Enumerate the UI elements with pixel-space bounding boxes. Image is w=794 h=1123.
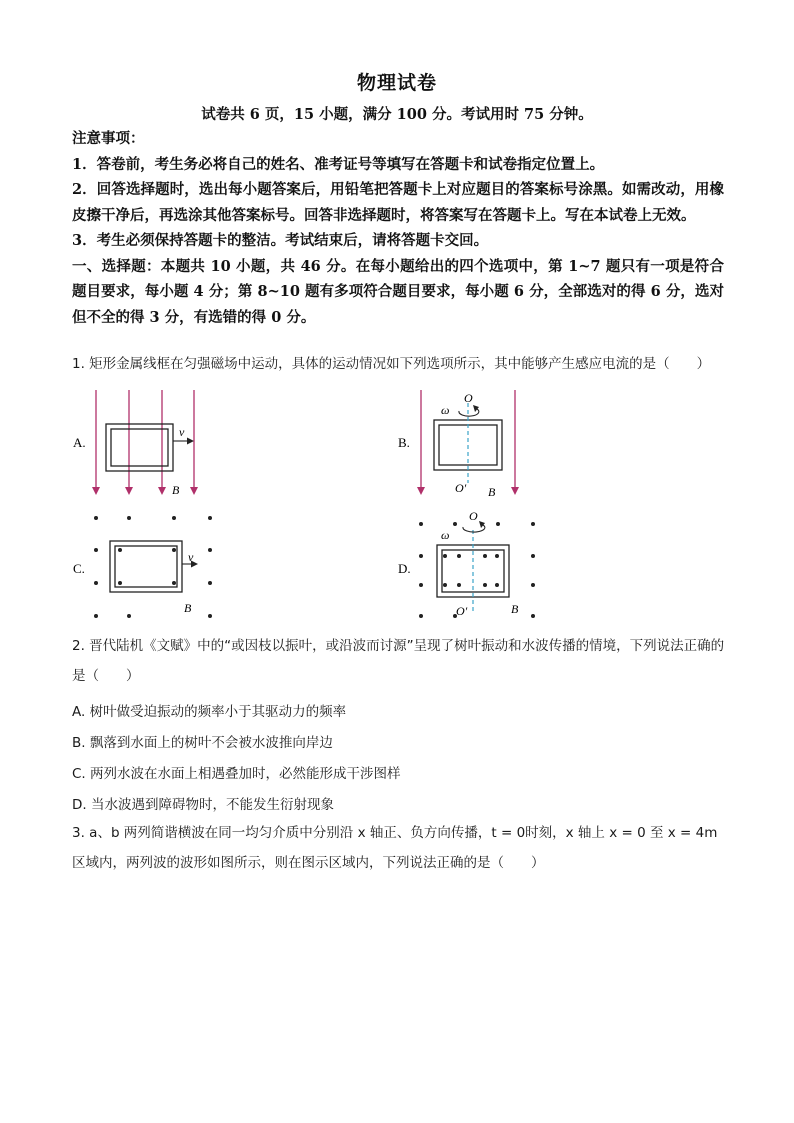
- option-d-label: D.: [398, 561, 411, 576]
- q2-option-b: B. 飘落到水面上的树叶不会被水波推向岸边: [72, 735, 333, 751]
- option-b-label: B.: [398, 435, 410, 450]
- section-header: 一、选择题：本题共 10 小题，共 46 分。在每小题给出的四个选项中，第 1~7 题只有一项是符合题目要求，每小题 4 分；第 8~10 题有多项符合题目要求，每小题 6 分，全部选对的得 6 分，选对但不全的得 3 分，有选错的得 0 分。: [72, 257, 724, 326]
- figure-a: [68, 385, 228, 500]
- question-3-stem: 3. a、b 两列简谐横波在同一均匀介质中分别沿 x 轴正、负方向传播，t = 0时刻，x 轴上 x = 0 至 x = 4m 区域内，两列波的波形如图所示，则在图示区域内，下列说法正确的是（ ）: [72, 825, 718, 871]
- q2-option-a: A. 树叶做受迫振动的频率小于其驱动力的频率: [72, 704, 347, 720]
- option-a-label: A.: [73, 435, 86, 450]
- note-item: 3．考生必须保持答题卡的整洁。考试结束后，请将答题卡交回。: [72, 232, 489, 249]
- instructions: [72, 126, 724, 330]
- option-c-label: C.: [73, 561, 85, 576]
- field-arrowheads: [417, 487, 519, 495]
- velocity-arrow-icon: [187, 438, 194, 445]
- velocity-label: v: [179, 425, 185, 439]
- q2-option-d: D. 当水波遇到障碍物时，不能发生衍射现象: [72, 797, 334, 813]
- field-label: B: [511, 602, 519, 616]
- field-label: B: [172, 483, 180, 497]
- field-label: B: [184, 601, 192, 615]
- note-item: 2．回答选择题时，选出每小题答案后，用铅笔把答题卡上对应题目的答案标号涂黑。如需改动，用橡皮擦干净后，再选涂其他答案标号。回答非选择题时，将答案写在答题卡上。写在本试卷上无效。: [72, 181, 724, 224]
- axis-top-label: O: [464, 391, 473, 405]
- question-2-stem: 2. 晋代陆机《文赋》中的“或因枝以振叶，或沿波而讨源”呈现了树叶振动和水波传播的情境，下列说法正确的是（ ）: [72, 638, 725, 684]
- velocity-label: v: [188, 550, 194, 564]
- question-1-stem: 1. 矩形金属线框在匀强磁场中运动，具体的运动情况如下列选项所示，其中能够产生感应电流的是（ ）: [72, 356, 711, 372]
- page-title: 物理试卷: [356, 72, 437, 94]
- figure-d: [393, 508, 553, 623]
- figure-b: [393, 385, 553, 500]
- exam-subtitle: 试卷共 6 页，15 小题，满分 100 分。考试用时 75 分钟。: [201, 106, 593, 123]
- field-dots: [94, 516, 212, 618]
- figure-c: [68, 510, 228, 625]
- q2-option-c: C. 两列水波在水面上相遇叠加时，必然能形成干涉图样: [72, 766, 401, 782]
- field-arrowheads: [92, 487, 198, 495]
- omega-label: ω: [441, 528, 450, 542]
- axis-bottom-label: O′: [455, 481, 467, 495]
- note-item: 1．答卷前，考生务必将自己的姓名、准考证号等填写在答题卡和试卷指定位置上。: [72, 155, 605, 173]
- axis-top-label: O: [469, 509, 478, 523]
- rectangular-frame: [106, 424, 173, 471]
- axis-bottom-label: O′: [456, 604, 468, 618]
- notes-heading: 注意事项：: [72, 130, 145, 147]
- omega-label: ω: [441, 403, 450, 417]
- field-label: B: [488, 485, 496, 499]
